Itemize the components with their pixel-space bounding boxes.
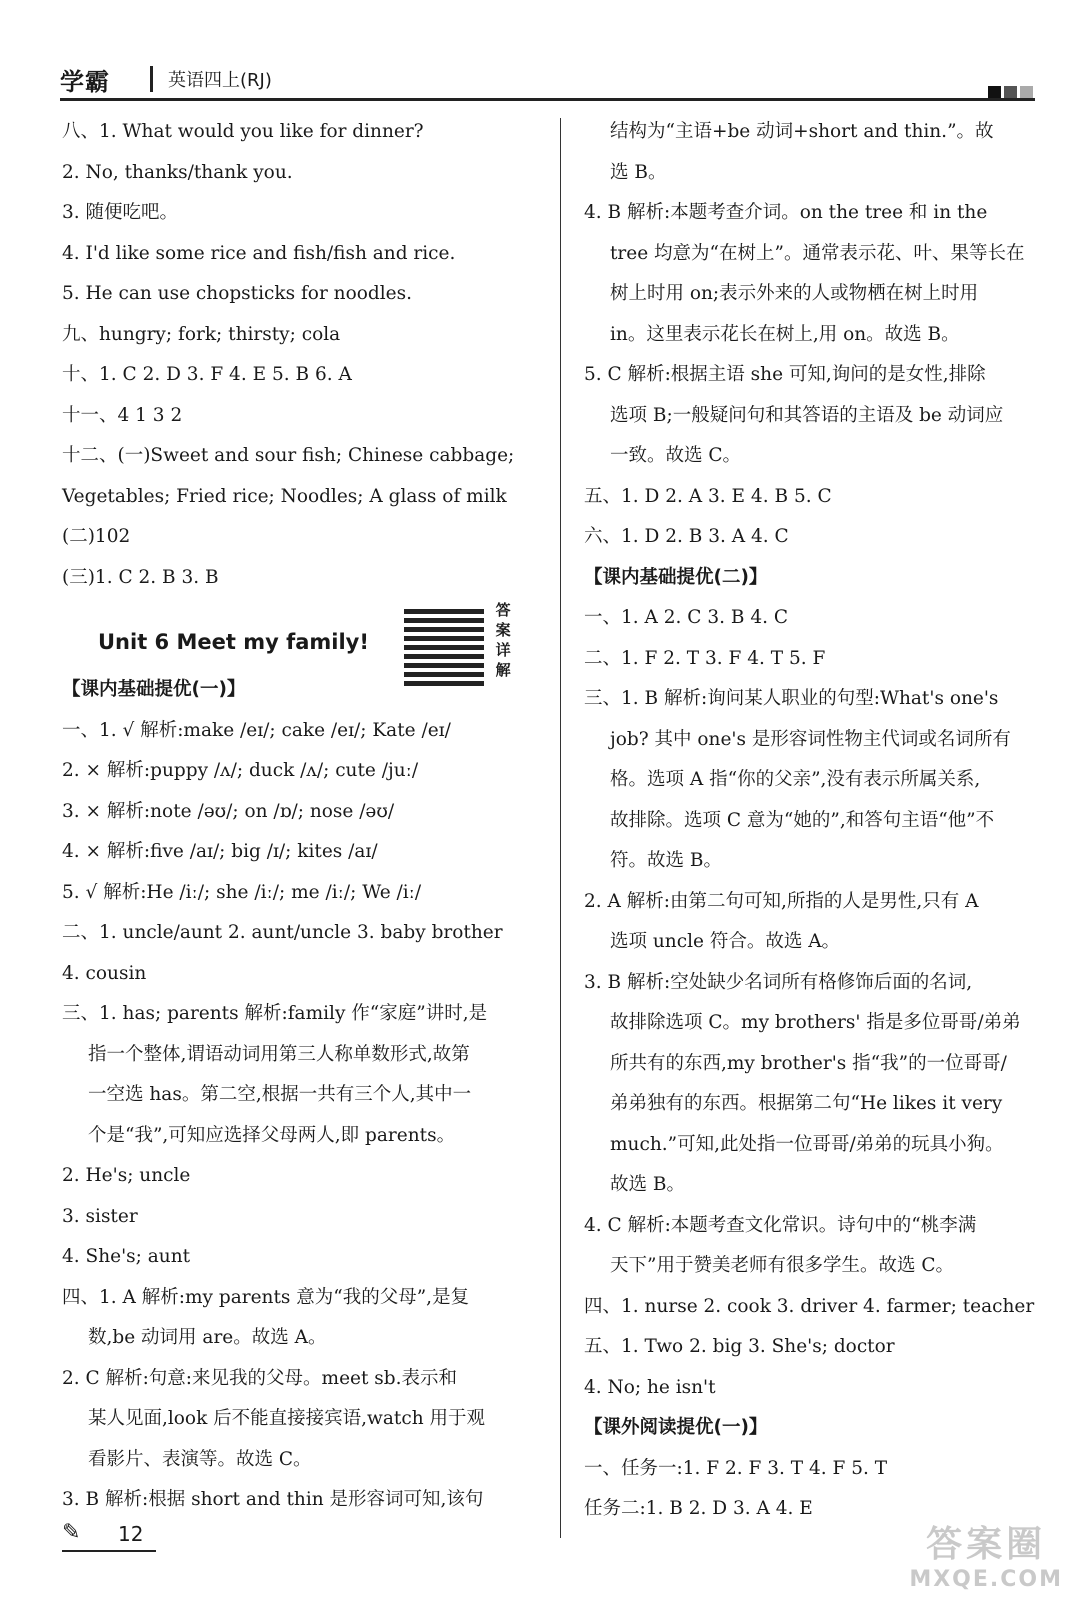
watermark: [909, 1516, 1063, 1592]
answer-line: job? 其中 one's 是形容词性物主代词或名词所有: [610, 728, 1011, 750]
answer-line: Vegetables; Fried rice; Noodles; A glass of milk: [62, 485, 507, 507]
answer-line: 3. × 解析:note /əʊ/; on /ɒ/; nose /əʊ/: [62, 800, 395, 822]
page-number: 12: [118, 1522, 144, 1546]
answer-line: 某人见面,look 后不能直接接宾语,watch 用于观: [88, 1408, 486, 1429]
answer-line: 4. She's; aunt: [62, 1246, 191, 1267]
answer-line: (三)1. C 2. B 3. B: [62, 566, 219, 588]
answer-line: 所共有的东西,my brother's 指“我”的一位哥哥/: [610, 1052, 1007, 1074]
page-footer: [62, 1518, 192, 1550]
answer-line: 个是“我”,可知应选择父母两人,即 parents。: [88, 1124, 456, 1146]
unit-heading: [62, 598, 552, 679]
answer-line: 十一、4 1 3 2: [62, 404, 183, 426]
answer-line: 4. No; he isn't: [584, 1376, 716, 1398]
answer-line: 二、1. uncle/aunt 2. aunt/uncle 3. baby brother: [62, 922, 503, 943]
answer-line: 五、1. D 2. A 3. E 4. B 5. C: [584, 485, 832, 507]
answer-line: 2. No, thanks/thank you.: [62, 161, 293, 183]
section-heading: 【课内基础提优(一)】: [62, 679, 246, 700]
answer-line: 2. × 解析:puppy /ʌ/; duck /ʌ/; cute /juː/: [62, 760, 419, 781]
answer-line: (二)102: [62, 526, 131, 547]
answer-line: 2. C 解析:句意:来见我的父母。meet sb.表示和: [62, 1367, 458, 1389]
header-rule: [60, 98, 1035, 101]
answer-line: in。这里表示花长在树上,用 on。故选 B。: [610, 323, 960, 345]
section-heading: 【课内基础提优(二)】: [584, 566, 768, 588]
answer-line: 任务二:1. B 2. D 3. A 4. E: [584, 1498, 813, 1519]
header-separator: [150, 66, 153, 92]
answer-line: 格。选项 A 指“你的父亲”,没有表示所属关系,: [610, 769, 981, 790]
brand-logo: 学霸: [60, 68, 110, 96]
answer-line: much.”可知,此处指一位哥哥/弟弟的玩具小狗。: [610, 1133, 1004, 1155]
pencil-icon: ✎: [62, 1520, 81, 1545]
answer-line: 5. C 解析:根据主语 she 可知,询问的是女性,排除: [584, 364, 986, 385]
section-heading: 【课外阅读提优(一)】: [584, 1417, 768, 1438]
answer-line: 二、1. F 2. T 3. F 4. T 5. F: [584, 647, 826, 669]
answer-line: 四、1. A 解析:my parents 意为“我的父母”,是复: [62, 1286, 470, 1308]
answer-line: 符。故选 B。: [610, 850, 722, 871]
answer-line: 3. B 解析:空处缺少名词所有格修饰后面的名词,: [584, 971, 973, 993]
answer-line: 3. B 解析:根据 short and thin 是形容词可知,该句: [62, 1489, 484, 1510]
page-header: [60, 62, 1035, 102]
answer-line: tree 均意为“在树上”。通常表示花、叶、果等长在: [610, 242, 1025, 264]
answer-line: 弟弟独有的东西。根据第二句“He likes it very: [610, 1093, 1003, 1114]
answer-line: 四、1. nurse 2. cook 3. driver 4. farmer; teacher: [584, 1295, 1035, 1317]
answer-line: 十、1. C 2. D 3. F 4. E 5. B 6. A: [62, 364, 352, 385]
answer-line: 九、hungry; fork; thirsty; cola: [62, 323, 341, 345]
answer-line: 一、任务一:1. F 2. F 3. T 4. F 5. T: [584, 1457, 888, 1479]
answer-line: 指一个整体,谓语动词用第三人称单数形式,故第: [88, 1043, 470, 1065]
answer-line: 选 B。: [610, 161, 667, 183]
watermark-text: 答案圈: [926, 1524, 1047, 1565]
answers-section-1: [62, 112, 552, 598]
qr-code-icon[interactable]: [404, 606, 484, 686]
answer-line: 故排除。选项 C 意为“她的”,和答句主语“他”不: [610, 809, 995, 831]
answer-line: 一空选 has。第二空,根据一共有三个人,其中一: [88, 1084, 472, 1105]
answer-line: 选项 B;一般疑问句和其答语的主语及 be 动词应: [610, 404, 1004, 426]
answer-line: 五、1. Two 2. big 3. She's; doctor: [584, 1336, 895, 1357]
answer-line: 三、1. B 解析:询问某人职业的句型:What's one's: [584, 688, 999, 709]
answer-line: 天下”用于赞美老师有很多学生。故选 C。: [610, 1255, 954, 1276]
answer-line: 4. cousin: [62, 962, 147, 984]
qr-caption: 答案详解: [495, 601, 511, 679]
answer-line: 故排除选项 C。my brothers' 指是多位哥哥/弟弟: [610, 1012, 1021, 1033]
answer-line: 选项 uncle 符合。故选 A。: [610, 931, 841, 952]
answer-line: 树上时用 on;表示外来的人或物栖在树上时用: [610, 283, 979, 304]
answer-line: 十二、(一)Sweet and sour fish; Chinese cabbage;: [62, 445, 515, 466]
answer-line: 六、1. D 2. B 3. A 4. C: [584, 526, 789, 547]
answer-line: 5. √ 解析:He /iː/; she /iː/; me /iː/; We /iː/: [62, 881, 422, 903]
answer-line: 结构为“主语+be 动词+short and thin.”。故: [610, 121, 994, 142]
answer-line: 2. He's; uncle: [62, 1165, 191, 1186]
answer-line: 故选 B。: [610, 1174, 685, 1195]
answer-line: 4. C 解析:本题考查文化常识。诗句中的“桃李满: [584, 1214, 977, 1236]
column-divider: [560, 118, 561, 1538]
subject-title: 英语四上(RJ): [168, 70, 272, 91]
answer-line: 看影片、表演等。故选 C。: [88, 1448, 312, 1470]
answers-section-3: [584, 112, 1044, 1530]
answer-line: 一、1. √ 解析:make /eɪ/; cake /eɪ/; Kate /eɪ/: [62, 719, 451, 741]
answer-line: 三、1. has; parents 解析:family 作“家庭”讲时,是: [62, 1003, 488, 1024]
answer-line: 4. B 解析:本题考查介词。on the tree 和 in the: [584, 202, 988, 223]
answer-line: 一、1. A 2. C 3. B 4. C: [584, 607, 789, 628]
footer-rule: [62, 1550, 156, 1552]
answer-line: 4. × 解析:five /aɪ/; big /ɪ/; kites /aɪ/: [62, 841, 378, 862]
answers-section-2: [62, 670, 552, 1521]
answer-line: 3. sister: [62, 1205, 138, 1227]
answer-line: 八、1. What would you like for dinner?: [62, 121, 424, 142]
answer-line: 一致。故选 C。: [610, 445, 742, 466]
unit-title: Unit 6 Meet my family!: [98, 630, 369, 654]
left-column: [62, 112, 552, 1521]
right-column: [584, 112, 1044, 1530]
answer-line: 4. I'd like some rice and fish/fish and rice.: [62, 242, 456, 264]
watermark-url: MXQE.COM: [909, 1567, 1063, 1592]
answer-line: 数,be 动词用 are。故选 A。: [88, 1327, 327, 1348]
answer-line: 2. A 解析:由第二句可知,所指的人是男性,只有 A: [584, 890, 979, 912]
answer-line: 5. He can use chopsticks for noodles.: [62, 283, 412, 304]
answer-line: 3. 随便吃吧。: [62, 202, 179, 223]
